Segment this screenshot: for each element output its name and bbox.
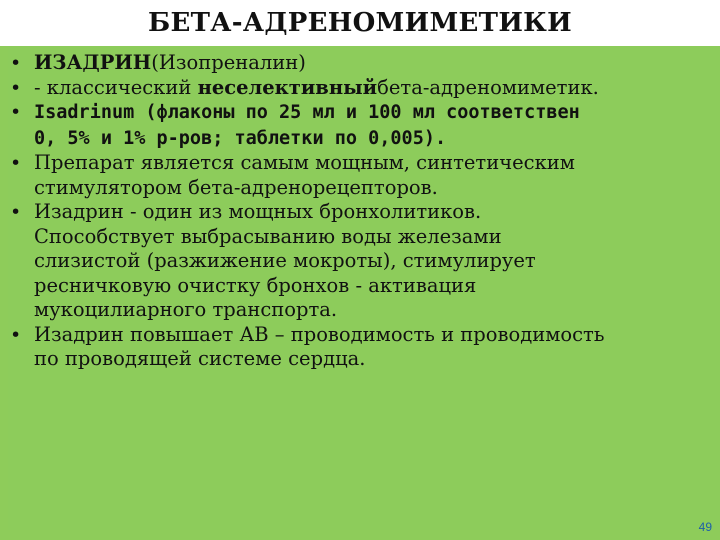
bullet-line: Способствует выбрасыванию воды железами [34,224,502,248]
bullet-item-1 [8,51,720,76]
bullet-marker: • [10,76,22,99]
bullet-line: стимулятором бета-адренорецепторов. [34,175,438,199]
slide-body [0,46,720,540]
page-number: 49 [698,520,712,534]
slide-title: БЕТА-АДРЕНОМИМЕТИКИ [148,8,572,38]
bullet-line: Препарат является самым мощным, синтетическим [34,151,575,174]
bullet-line: Изадрин повышает АВ – проводимость и проводимость [34,322,605,346]
bullet-marker: • [10,152,22,174]
bullet-item-3 [8,100,720,151]
bullet-line: мукоцилиарного транспорта. [34,298,338,321]
bullet-marker: • [10,52,22,74]
title-bar [0,0,720,46]
bullet-item-6 [8,323,720,372]
bullet-line: по проводящей системе сердца. [34,347,366,370]
content-panel [8,46,720,530]
bullet-list [8,51,720,372]
bullet-marker: • [10,323,22,346]
bullet-line: ресничковую очистку бронхов - активация [34,273,477,297]
bullet-text-bold: неселективный [197,75,378,99]
drug-synonym: (Изопреналин) [151,51,306,74]
drug-name: ИЗАДРИН [34,51,152,74]
bullet-line: Isadrinum (флаконы по 25 мл и 100 мл соответствен [34,102,580,123]
bullet-text-rest: бета-адреномиметик. [377,75,599,99]
bullet-marker: • [10,201,22,223]
bullet-item-2 [8,76,720,101]
bullet-line: Изадрин - один из мощных бронхолитиков. [34,200,482,223]
bullet-item-4 [8,151,720,200]
bullet-line: 0, 5% и 1% р-ров; таблетки по 0,005). [34,127,447,149]
bullet-line: слизистой (разжижение мокроты), стимулирует [34,249,536,272]
bullet-marker: • [10,101,22,123]
bullet-text-prefix: - классический [34,75,198,99]
bullet-item-5 [8,200,720,323]
